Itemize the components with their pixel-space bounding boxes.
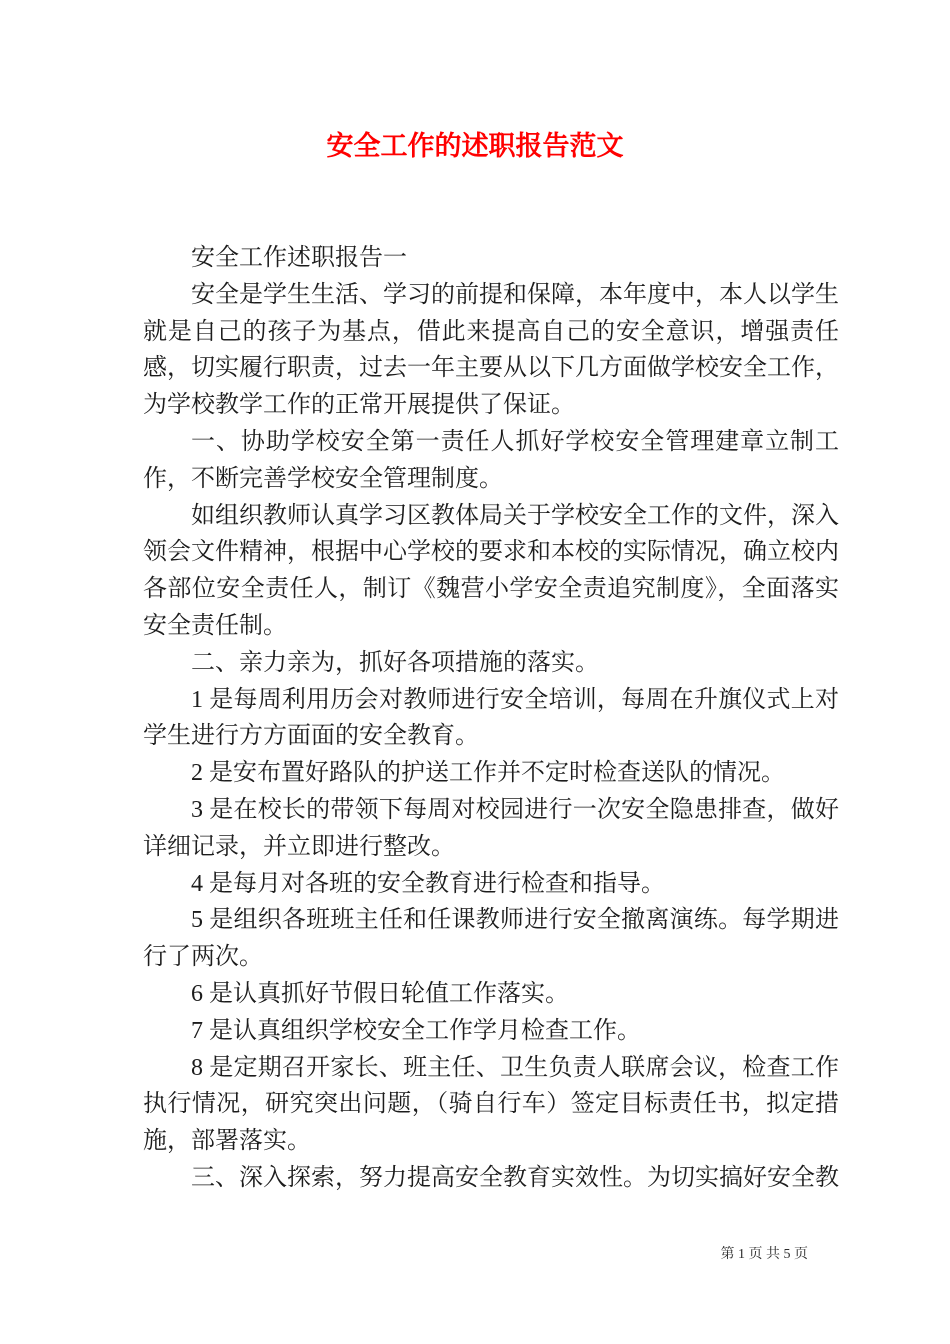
page-number-footer: 第 1 页 共 5 页 [720,1247,808,1262]
paragraph: 安全工作述职报告一 [191,245,407,271]
paragraph: 4 是每月对各班的安全教育进行检查和指导。 [191,870,665,897]
paragraph: 3 是在校长的带领下每周对校园进行一次安全隐患排查，做好详细记录，并立即进行整改。 [143,796,839,860]
paragraph: 7 是认真组织学校安全工作学月检查工作。 [191,1017,641,1044]
paragraph: 1 是每周利用历会对教师进行安全培训，每周在升旗仪式上对学生进行方方面面的安全教育。 [143,686,839,750]
document-body [143,240,839,1197]
document-title: 安全工作的述职报告范文 [326,131,624,161]
paragraph: 8 是定期召开家长、班主任、卫生负责人联席会议，检查工作执行情况，研究突出问题，（骑自行车）签定目标责任书，拟定措施，部署落实。 [143,1054,839,1155]
paragraph: 5 是组织各班班主任和任课教师进行安全撤离演练。每学期进行了两次。 [143,907,839,971]
paragraph: 2 是安布置好路队的护送工作并不定时检查送队的情况。 [191,760,785,787]
paragraph: 二、亲力亲为，抓好各项措施的落实。 [191,649,599,676]
paragraph: 三、深入探索，努力提高安全教育实效性。为切实搞好安全教 [191,1164,839,1191]
paragraph: 如组织教师认真学习区教体局关于学校安全工作的文件，深入领会文件精神，根据中心学校的要求和本校的实际情况，确立校内各部位安全责任人，制订《魏营小学安全责追究制度》，全面落实安全责任制。 [143,502,839,639]
paragraph: 6 是认真抓好节假日轮值工作落实。 [191,980,569,1007]
paragraph: 一、协助学校安全第一责任人抓好学校安全管理建章立制工作，不断完善学校安全管理制度。 [143,428,839,492]
paragraph: 安全是学生生活、学习的前提和保障，本年度中，本人以学生就是自己的孩子为基点，借此来提高自己的安全意识，增强责任感，切实履行职责，过去一年主要从以下几方面做学校安全工作，为学校教学工作的正常开展提供了保证。 [143,281,839,419]
